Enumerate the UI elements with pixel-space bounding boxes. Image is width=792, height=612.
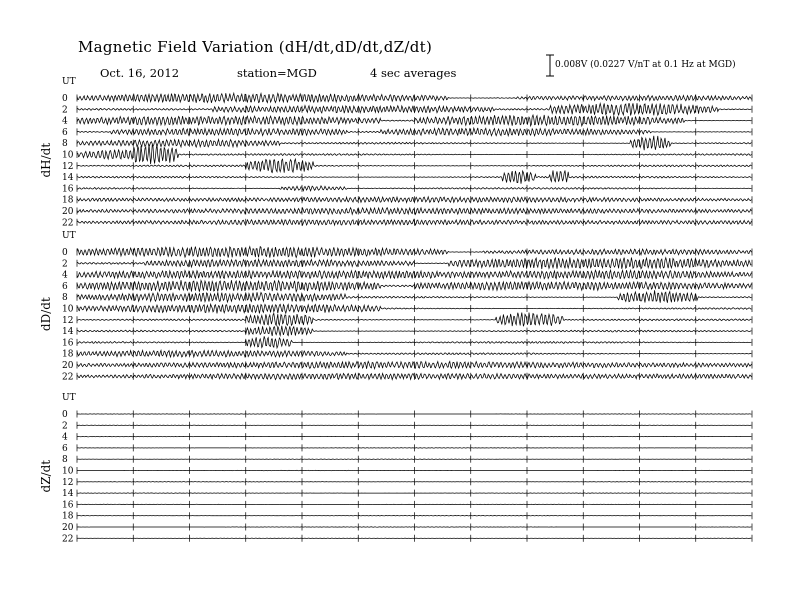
date-label: Oct. 16, 2012 <box>100 66 180 80</box>
row-label: 0 <box>62 248 68 258</box>
row-label: 16 <box>62 338 74 349</box>
row-label: 6 <box>62 281 68 292</box>
row-label: 4 <box>62 432 68 443</box>
averaging-label: 4 sec averages <box>370 66 457 80</box>
row-label: 14 <box>62 173 74 184</box>
row-label: 8 <box>62 455 68 466</box>
ut-label-1: UT <box>62 231 76 241</box>
row-label: 22 <box>62 218 74 229</box>
trace-dhdt-row-12 <box>77 159 751 173</box>
row-label: 10 <box>62 466 74 477</box>
station-label: station=MGD <box>237 66 317 80</box>
row-label: 18 <box>62 195 74 206</box>
trace-dddt-row-2 <box>77 257 751 269</box>
panel-label-dhdt: dH/dt <box>39 142 53 178</box>
row-label: 6 <box>62 127 68 138</box>
trace-dhdt-row-10 <box>77 145 751 165</box>
panel-label-dddt: dD/dt <box>39 297 53 332</box>
row-label: 12 <box>62 161 74 172</box>
row-label: 14 <box>62 327 74 338</box>
panel-label-dzdt: dZ/dt <box>39 459 53 493</box>
row-label: 2 <box>62 421 68 432</box>
row-label: 18 <box>62 511 74 522</box>
trace-dhdt-row-14 <box>77 170 751 183</box>
row-label: 12 <box>62 477 74 488</box>
chart-title: Magnetic Field Variation (dH/dt,dD/dt,dZ/dt) <box>78 38 433 56</box>
row-label: 20 <box>62 361 74 371</box>
trace-dddt-row-12 <box>77 313 751 327</box>
row-label: 4 <box>62 116 68 127</box>
row-label: 14 <box>62 489 74 500</box>
row-label: 2 <box>62 259 68 270</box>
row-label: 8 <box>62 293 68 304</box>
row-label: 8 <box>62 139 68 150</box>
trace-dhdt-row-8 <box>77 136 751 150</box>
row-label: 18 <box>62 349 74 360</box>
row-label: 12 <box>62 315 74 326</box>
scale-label: 0.008V (0.0227 V/nT at 0.1 Hz at MGD) <box>555 60 736 70</box>
row-label: 4 <box>62 270 68 281</box>
ut-label-2: UT <box>62 393 76 403</box>
row-label: 10 <box>62 304 74 315</box>
row-label: 0 <box>62 410 68 420</box>
ut-label-0: UT <box>62 77 76 87</box>
row-label: 16 <box>62 500 74 511</box>
row-label: 2 <box>62 105 68 116</box>
row-label: 16 <box>62 184 74 195</box>
row-label: 10 <box>62 150 74 161</box>
row-label: 20 <box>62 207 74 217</box>
row-label: 22 <box>62 372 74 383</box>
row-label: 22 <box>62 534 74 545</box>
row-label: 0 <box>62 94 68 104</box>
trace-dddt-row-8 <box>77 290 751 302</box>
row-label: 20 <box>62 523 74 533</box>
row-label: 6 <box>62 443 68 454</box>
